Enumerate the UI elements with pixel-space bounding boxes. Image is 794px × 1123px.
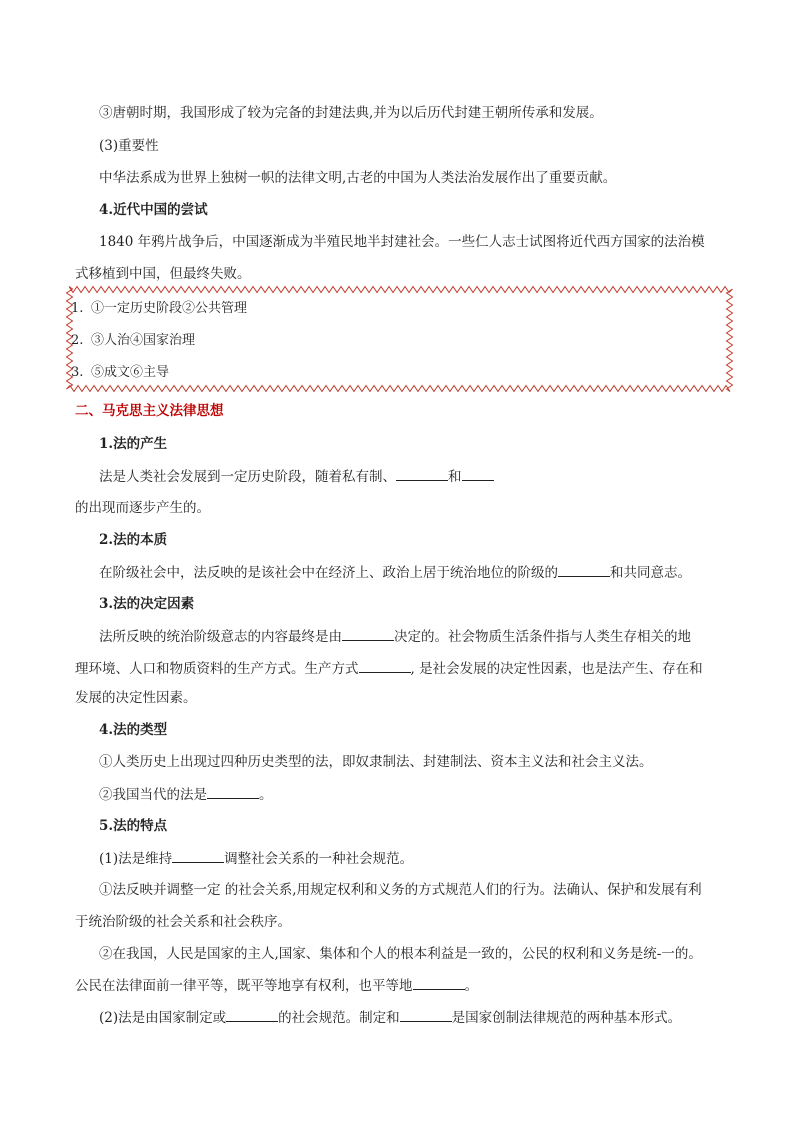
importance-text: 中华法系成为世界上独树一帜的法律文明,古老的中国为人类法治发展作出了重要贡献。 xyxy=(99,170,617,186)
feature-1a-line1: ①法反映并调整一定 的社会关系,用规定权利和义务的方式规范人们的行为。法确认、保护和发展有利 xyxy=(99,882,702,898)
origin-heading: 1.法的产生 xyxy=(99,436,168,452)
importance-heading: (3)重要性 xyxy=(99,138,159,154)
factor-text-line3: 发展的决定性因素。 xyxy=(75,690,197,706)
factor-heading: 3.法的决定因素 xyxy=(99,596,195,612)
fill-blank[interactable] xyxy=(172,848,224,863)
type-text-2: ②我国当代的法是 。 xyxy=(99,784,273,805)
factor-text-line1: 法所反映的统治阶级意志的内容最终是由 决定的。社会物质生活条件指与人类生存相关的地 xyxy=(99,626,691,647)
fill-blank[interactable] xyxy=(396,466,448,481)
essence-text: 在阶级社会中，法反映的是该社会中在经济上、政治上居于统治地位的阶级的 和共同意志。 xyxy=(99,562,691,583)
modern-attempt-text-line2: 式移植到中国，但最终失败。 xyxy=(75,266,251,282)
feature-heading: 5.法的特点 xyxy=(99,818,168,834)
feature-1b-line2: 公民在法律面前一律平等，既平等地享有权利，也平等地 。 xyxy=(75,975,478,996)
fill-blank[interactable] xyxy=(558,562,610,577)
answer-number: 3. xyxy=(71,365,84,380)
modern-attempt-heading: 4.近代中国的尝试 xyxy=(99,202,208,218)
fill-blank[interactable] xyxy=(207,784,259,799)
fill-blank[interactable] xyxy=(359,658,411,673)
answer-item xyxy=(71,331,195,351)
type-text-1: ①人类历史上出现过四种历史类型的法，即奴隶制法、封建制法、资本主义法和社会主义法。 xyxy=(99,754,653,770)
tang-dynasty-text: ③唐朝时期，我国形成了较为完备的封建法典,并为以后历代封建王朝所传承和发展。 xyxy=(99,105,603,121)
feature-1-text: (1)法是维持 调整社会关系的一种社会规范。 xyxy=(99,848,413,869)
answer-text: ③人治④国家治理 xyxy=(91,333,196,348)
essence-heading: 2.法的本质 xyxy=(99,532,168,548)
modern-attempt-text-line1: 1840 年鸦片战争后，中国逐渐成为半殖民地半封建社会。一些仁人志士试图将近代西方国家的法治模 xyxy=(99,234,705,250)
origin-text-line2: 的出现而逐步产生的。 xyxy=(75,500,210,516)
type-heading: 4.法的类型 xyxy=(99,722,168,738)
feature-2-text: (2)法是由国家制定或 的社会规范。制定和 是国家创制法律规范的两种基本形式。 xyxy=(99,1007,681,1028)
answer-item xyxy=(71,299,247,319)
answer-text: ①一定历史阶段②公共管理 xyxy=(91,301,248,316)
answer-number: 1. xyxy=(71,301,84,316)
factor-text-line2: 理环境、人口和物质资料的生产方式。生产方式 , 是社会发展的决定性因素，也是法产生、存在和 xyxy=(75,658,703,679)
fill-blank[interactable] xyxy=(462,466,494,481)
section-two-title: 二、马克思主义法律思想 xyxy=(75,403,224,419)
answer-item xyxy=(71,363,169,383)
fill-blank[interactable] xyxy=(413,975,465,990)
answer-number: 2. xyxy=(71,333,84,348)
fill-blank[interactable] xyxy=(342,626,394,641)
fill-blank[interactable] xyxy=(226,1007,278,1022)
feature-1b-line1: ②在我国，人民是国家的主人,国家、集体和个人的根本利益是一致的，公民的权利和义务是统-一的。 xyxy=(99,946,702,962)
feature-1a-line2: 于统治阶级的社会关系和社会秩序。 xyxy=(75,914,291,930)
fill-blank[interactable] xyxy=(400,1007,452,1022)
origin-text-line1: 法是人类社会发展到一定历史阶段，随着私有制、 和 xyxy=(99,466,494,487)
answer-text: ⑤成文⑥主导 xyxy=(91,365,170,380)
answer-box xyxy=(66,286,733,392)
